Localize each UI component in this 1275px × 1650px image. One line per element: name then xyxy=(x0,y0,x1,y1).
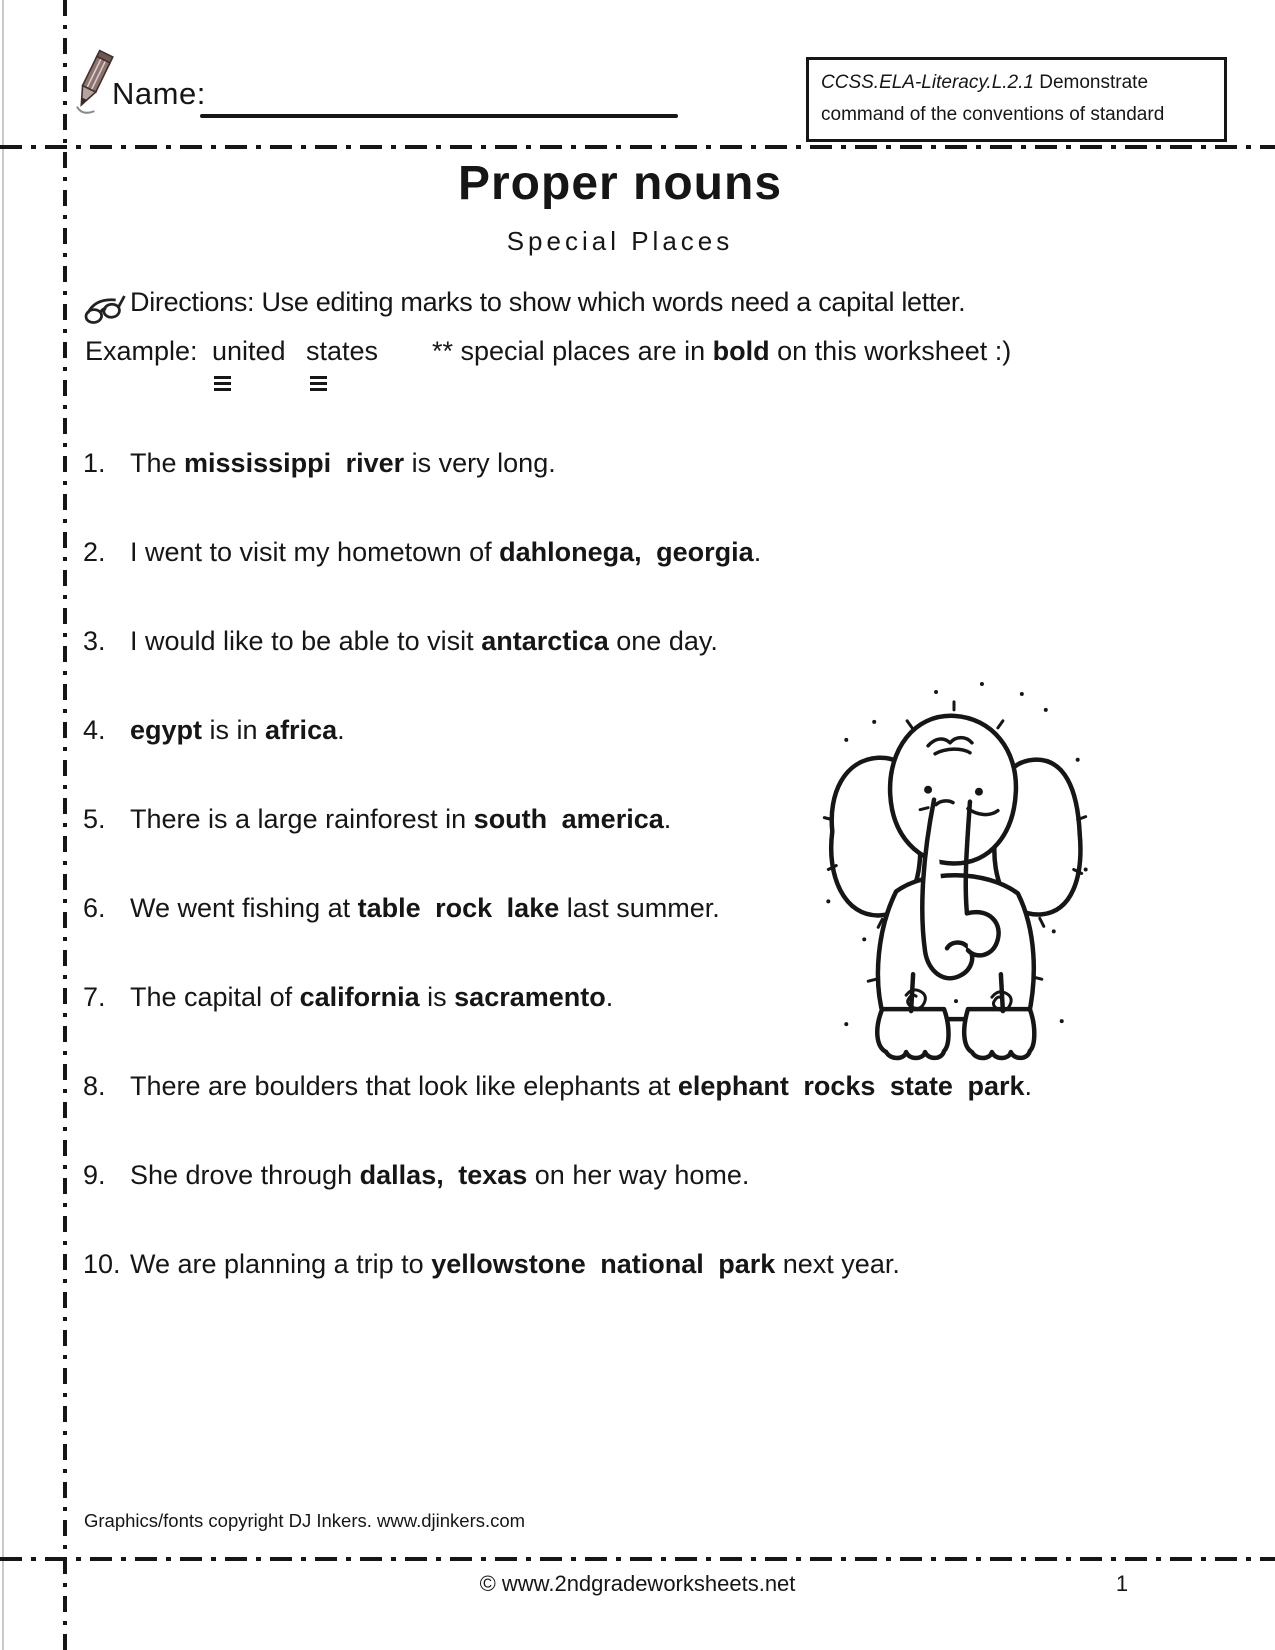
item-number: 3. xyxy=(83,626,106,656)
pencil-icon xyxy=(66,46,118,120)
item-number: 6. xyxy=(83,893,106,923)
footer-site-credit: © www.2ndgradeworksheets.net xyxy=(479,1571,796,1596)
item-sentence: She drove through dallas, texas on her way home. xyxy=(130,1160,750,1190)
item-sentence: I went to visit my hometown of dahlonega, georgia. xyxy=(130,537,762,567)
list-item xyxy=(83,1160,1233,1191)
item-number: 9. xyxy=(83,1160,106,1190)
item-sentence: egypt is in africa. xyxy=(130,715,345,745)
item-sentence: The mississippi river is very long. xyxy=(130,448,556,478)
glasses-icon xyxy=(82,291,128,325)
page-title: Proper nouns xyxy=(457,157,783,210)
item-number: 2. xyxy=(83,537,106,567)
top-divider-line xyxy=(0,145,1275,149)
item-sentence: I would like to be able to visit antarctica one day. xyxy=(130,626,718,656)
ccss-code: CCSS.ELA-Literacy.L.2.1 xyxy=(821,72,1034,93)
name-blank-line xyxy=(200,114,678,118)
elephant-clipart xyxy=(816,670,1096,1064)
ccss-standard-box xyxy=(806,57,1227,142)
item-number: 1. xyxy=(83,448,106,478)
item-sentence: There is a large rainforest in south america. xyxy=(130,804,672,834)
item-sentence: The capital of california is sacramento. xyxy=(130,982,614,1012)
footer-credit: Graphics/fonts copyright DJ Inkers. www.djinkers.com xyxy=(84,1510,526,1531)
list-item xyxy=(83,1249,1233,1280)
item-sentence: We went fishing at table rock lake last summer. xyxy=(130,893,720,923)
item-number: 4. xyxy=(83,715,106,745)
list-item xyxy=(83,1071,1233,1102)
ccss-line-1: CCSS.ELA-Literacy.L.2.1 Demonstrate xyxy=(821,72,1149,93)
list-item xyxy=(83,448,1233,479)
capitalize-editing-mark xyxy=(214,376,231,391)
example-label: Example: xyxy=(85,336,198,366)
item-number: 8. xyxy=(83,1071,106,1101)
example-word-united: united xyxy=(212,336,286,366)
list-item xyxy=(83,626,1233,657)
example-note: ** special places are in bold on this worksheet :) xyxy=(432,336,1012,366)
item-number: 7. xyxy=(83,982,106,1012)
item-number: 5. xyxy=(83,804,106,834)
ccss-line-2: command of the conventions of standard xyxy=(821,104,1165,125)
item-sentence: We are planning a trip to yellowstone national park next year. xyxy=(130,1249,900,1279)
bottom-divider-line xyxy=(0,1557,1275,1561)
name-label: Name: xyxy=(112,76,206,111)
page-subtitle: Special Places xyxy=(506,226,734,256)
list-item xyxy=(83,537,1233,568)
item-number: 10. xyxy=(83,1249,121,1279)
example-word-states: states xyxy=(306,336,379,366)
capitalize-editing-mark xyxy=(310,376,327,391)
page-number: 1 xyxy=(1115,1571,1129,1596)
item-sentence: There are boulders that look like elephants at elephant rocks state park. xyxy=(130,1071,1032,1101)
directions-text: Directions: Use editing marks to show which words need a capital letter. xyxy=(130,287,966,317)
